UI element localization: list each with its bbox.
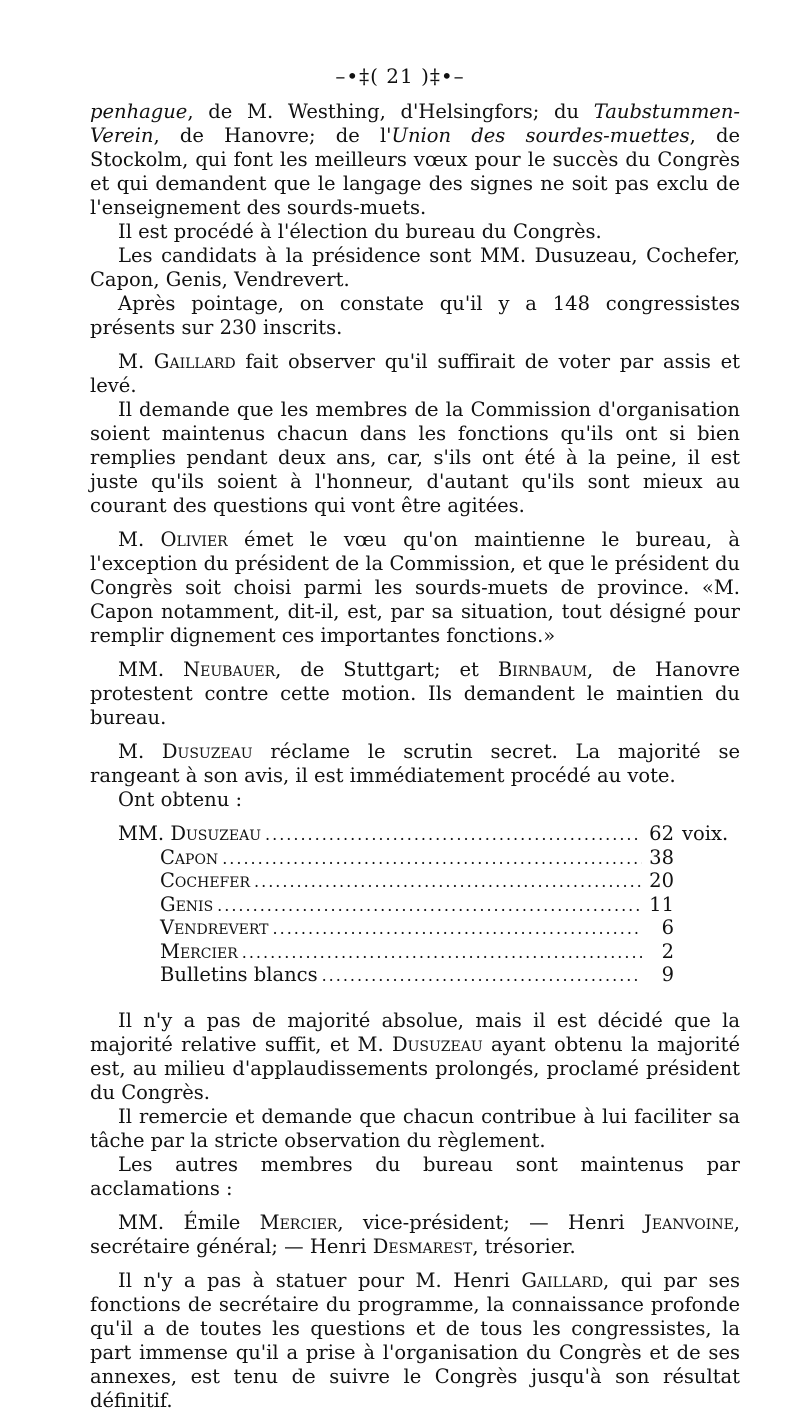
page-number-header: –•‡( 21 )‡•– [335,64,465,88]
candidate-name: Cochefer [160,869,251,892]
person-name: Desmarest [372,1234,473,1258]
candidate-name: Vendrevert [160,916,269,939]
dot-leader [254,870,642,894]
text-run: , de M. Westhing, d'Helsingfors; du [187,100,594,123]
italic-text: Union des sourdes-muettes [391,124,690,147]
candidate-name: Genis [160,892,214,916]
text-run: MM. [118,658,184,681]
text-run: , trésorier. [472,1234,576,1258]
candidate-name: Capon [160,845,219,869]
vote-count: 20 [649,869,674,892]
text-run: M. [118,350,154,373]
result-row [90,846,740,870]
italic-text: penhague [90,100,188,123]
person-name: Birnbaum [497,658,588,681]
paragraph-commission: Il demande que les membres de la Commission d'organisation soient maintenus chacun dans les fonctions qu'ils ont si bien remplies pendant deux ans, car, s'ils ont été à la peine, il est juste qu'ils soient à l'honneur, d'autant qu'ils sont mieux au courant des questions qui vont être agitées. [90,398,740,517]
vote-count: 6 [661,916,674,939]
dot-leader [217,894,642,918]
text-run: Il n'y a pas à statuer pour M. Henri [118,1268,522,1292]
person-name: Dusuzeau [161,740,253,763]
person-name: Jeanvoine [644,1210,734,1234]
text-run: réclame le scrutin secret. La majorité se rangeant à son avis, il est immédiatement procédé au vote. [90,740,740,787]
text-run: , de Stuttgart; et [275,658,498,681]
paragraph-thanks: Il remercie et demande que chacun contribue à lui faciliter sa tâche par la stricte observation du règlement. [90,1104,740,1152]
dot-leader [222,847,642,871]
vote-count: 9 [661,963,674,986]
paragraph-neubauer [90,658,740,730]
person-name: Olivier [160,528,228,551]
person-name: Gaillard [521,1268,604,1292]
paragraph-count: Après pointage, on constate qu'il y a 148 congressistes présents sur 230 inscrits. [90,292,740,339]
result-row [90,822,740,846]
paragraph-others: Les autres membres du bureau sont maintenus par acclamations : [90,1152,740,1200]
text-run: , de Stockolm, qui font les meilleurs vœux pour le succès du Congrès et qui demandent que le langage des signes ne soit pas exclu de l'enseignement des sourds-muets. [90,124,741,219]
text-run: , de Hanovre protestent contre cette motion. Ils demandent le maintien du bureau. [90,658,740,729]
person-name: Neubauer [183,658,276,681]
text-run: , de Hanovre; de l' [153,124,392,147]
text-run: M. [118,528,161,551]
dot-leader [322,964,642,988]
paragraph-ont-obtenu: Ont obtenu : [118,788,243,811]
paragraph-bureau-members [90,1211,740,1259]
paragraph-continuation [90,100,740,220]
dot-leader [242,941,642,965]
vote-count: 62 [649,822,674,845]
page-body [90,100,740,1413]
result-row [90,916,740,940]
result-row [90,869,740,893]
paragraph-candidates: Les candidats à la présidence sont MM. Dusuzeau, Cochefer, Capon, Genis, Vendrevert. [90,244,740,291]
italic-text: Taubstummen-Verein [90,100,740,147]
text-run: , secrétaire général; — Henri [90,1210,740,1258]
text-run: émet le vœu qu'on maintienne le bureau, à l'exception du président de la Commission, et que le président du Congrès soit choisi parmi les sourds-muets de province. «M. Capon notamment, dit-il, est, par sa situation, tout désigné pour remplir dignement ces importantes fonctions.» [90,528,740,647]
vote-unit: voix. [682,822,729,845]
text-run: ayant obtenu la majorité est, au milieu d'applaudissements prolongés, proclamé président du Congrès. [90,1032,740,1104]
paragraph-dusuzeau [90,740,740,788]
vote-count: 2 [661,939,674,963]
candidate-name: Mercier [160,939,238,963]
text-run: MM. Émile [118,1210,260,1234]
text-run: , vice-président; — Henri [337,1210,645,1234]
person-name: Dusuzeau [391,1032,483,1056]
result-row [90,963,740,987]
result-row [90,940,740,964]
paragraph-olivier [90,528,740,648]
dot-leader [265,823,642,847]
paragraph-election: Il est procédé à l'élection du bureau du Congrès. [118,220,602,243]
vote-count: 11 [649,892,674,916]
dot-leader [273,917,642,941]
text-run: fait observer qu'il suffirait de voter par assis et levé. [90,350,740,397]
text-run: , qui par ses fonctions de secrétaire du programme, la connaissance profonde qu'il a de toutes les questions et de tous les congressistes, la part immense qu'il a prise à l'organisation du Congrès et de ses annexes, est tenu de suivre le Congrès jusqu'à son résultat définitif. [90,1268,740,1412]
person-name: Mercier [259,1210,338,1234]
text-run: M. [118,740,162,763]
results-prefix: MM. [118,822,171,845]
text-run: Il n'y a pas de majorité absolue, mais il est décidé que la majorité relative suffit, et M. [90,1008,740,1056]
vote-count: 38 [649,845,674,869]
result-label [118,822,261,846]
vote-results-table [90,822,740,987]
paragraph-gaillard-secretary [90,1269,740,1413]
person-name: Gaillard [153,350,236,373]
candidate-name: Dusuzeau [170,822,262,845]
paragraph-gaillard [90,350,740,398]
result-row [90,893,740,917]
candidate-name: Bulletins blancs [160,963,318,986]
paragraph-majority [90,1009,740,1105]
